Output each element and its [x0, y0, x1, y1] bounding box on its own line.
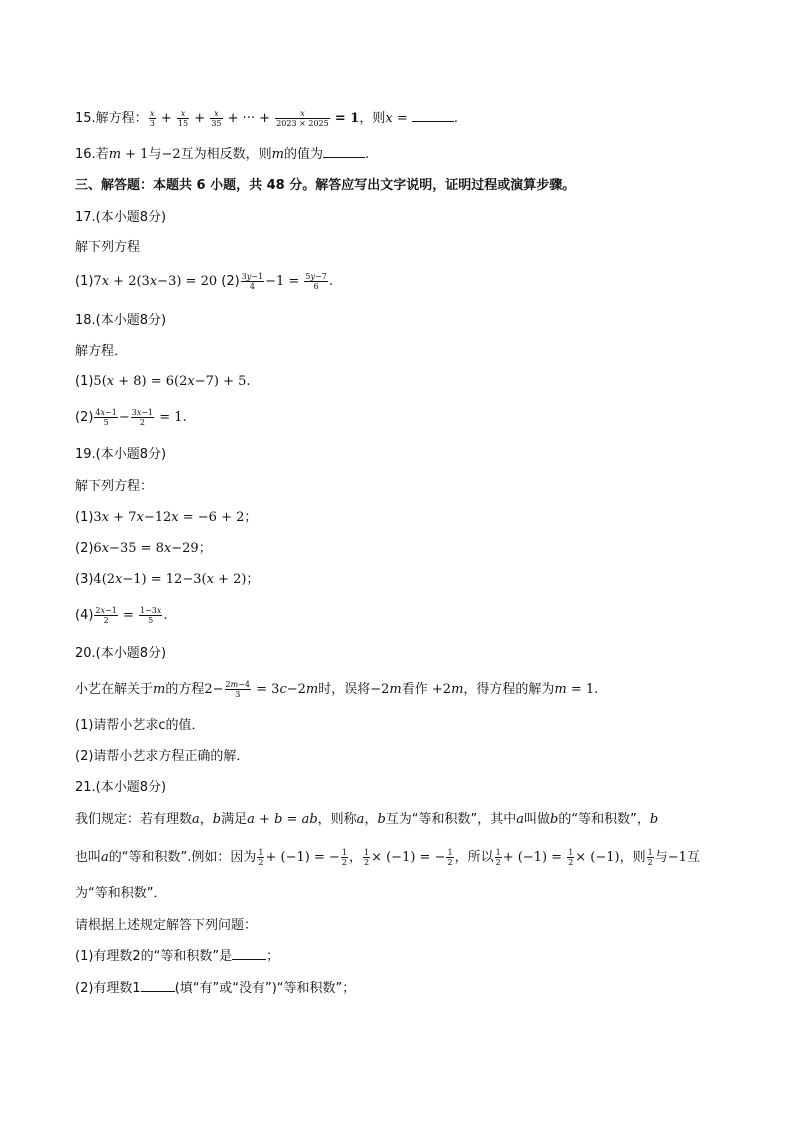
q20-sub2: (2)请帮小艺求方程正确的解． — [75, 749, 250, 764]
q17-equations: (1)7x + 2(3x−3) = 20 (2) $\frac{3y-1}{4}$ −1 = $\frac{5y-7}{6}$ . — [75, 272, 333, 291]
q21-sub2: (2)有理数1 (填“有”或“没有”)“等和积数”； — [75, 978, 355, 999]
q19-eq2: (2)6x−35 = 8x−29； — [75, 541, 212, 556]
q19-eq1: (1)3x + 7x−12x = −6 + 2； — [75, 510, 258, 525]
q19-eq4: (4) $\frac{2x-1}{2}$ = $\frac{1-3x}{5}$ . — [75, 606, 168, 625]
q15-var: x — [385, 111, 393, 126]
q17-instruction: 解下列方程 — [75, 240, 141, 255]
q21-line3: 为“等和积数”． — [75, 886, 167, 901]
q18-eq2: (2) $\frac{4x-1}{5}$ − $\frac{3x-1}{2}$ = 1. — [75, 408, 187, 427]
q21-line1: 我们规定：若有理数a，b满足a + b = ab，则称a，b互为“等和积数”，其中a叫做b的“等和积数”，b — [75, 812, 659, 827]
q21-sub1: (1)有理数2的“等和积数”是 ； — [75, 946, 279, 967]
answer-blank[interactable] — [323, 144, 365, 158]
q21-ask: 请根据上述规定解答下列问题： — [75, 918, 258, 933]
q19-instruction: 解下列方程： — [75, 479, 154, 494]
q17-header: 17.(本小题8分) — [75, 210, 167, 225]
q15-prefix: 15.解方程： — [75, 111, 148, 126]
q21-line2: 也叫a的“等和积数”.例如：因为 $\frac{1}{2}$ + (−1) = − $\frac{1}{2}$ ， $\frac{1}{2}$ × (−1) = − $\frac{1}{2}$ ，所以 $\frac{1}{2}$ + (−1) = $\frac{1}{2}$ × (−1)，则 $\frac{1}{2}$ 与−1互 — [75, 848, 700, 867]
answer-blank[interactable] — [232, 946, 266, 960]
q20-header: 20.(本小题8分) — [75, 646, 167, 661]
q21-header: 21.(本小题8分) — [75, 780, 167, 795]
q18-eq1: (1)5(x + 8) = 6(2x−7) + 5. — [75, 374, 251, 389]
answer-blank[interactable] — [412, 108, 454, 122]
answer-blank[interactable] — [141, 978, 175, 992]
q18-header: 18.(本小题8分) — [75, 313, 167, 328]
question-15: 15.解方程： $\frac{x}{3}$ + $\frac{x}{15}$ + $\frac{x}{35}$ + ··· + $\frac{x}{2023 \times 2025}$ = 1，则x = . — [75, 109, 459, 128]
q20-sub1: (1)请帮小艺求c的值． — [75, 718, 205, 733]
section-3-title: 三、解答题：本题共 6 小题，共 48 分。解答应写出文字说明，证明过程或演算步骤。 — [75, 178, 576, 193]
q18-instruction: 解方程． — [75, 344, 128, 359]
question-16: 16.若m + 1与−2互为相反数，则m的值为 . — [75, 144, 369, 165]
q19-header: 19.(本小题8分) — [75, 447, 167, 462]
q20-stem: 小艺在解关于m的方程2− $\frac{2m-4}{3}$ = 3c−2m时，误将−2m看作 +2m，得方程的解为m = 1. — [75, 680, 599, 699]
q19-eq3: (3)4(2x−1) = 12−3(x + 2)； — [75, 572, 260, 587]
q15-then: ，则 — [359, 111, 386, 126]
